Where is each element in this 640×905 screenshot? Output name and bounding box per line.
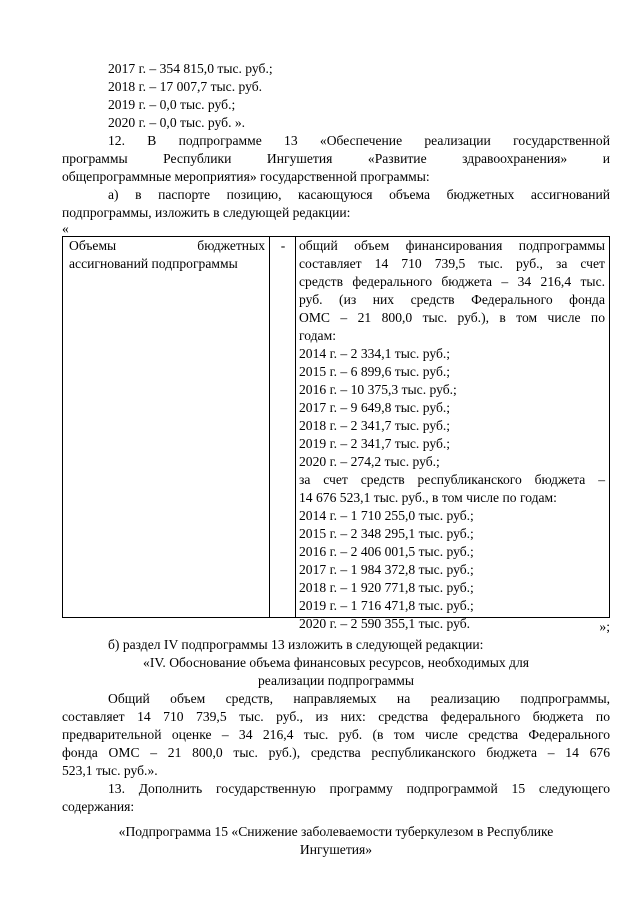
open-quote: « xyxy=(62,221,69,236)
dash-mark: - xyxy=(280,238,286,253)
text-line: 2014 г. – 2 334,1 тыс. руб.; xyxy=(299,346,451,361)
section-heading: реализации подпрограммы xyxy=(257,673,415,688)
subprogram-title-line: «Подпрограмма 15 «Снижение заболеваемости туберкулезом в Республике xyxy=(118,824,554,839)
table-label-cell xyxy=(69,237,265,273)
text-line: годам: xyxy=(299,328,336,343)
text-line: Объемы бюджетных xyxy=(69,238,265,253)
text-line: составляет 14 710 739,5 тыс. руб., из них: средства федерального бюджета по xyxy=(62,709,610,724)
close-quote: »; xyxy=(599,619,610,634)
text-line: фонда ОМС – 21 800,0 тыс. руб.), средства республиканского бюджета – 14 676 xyxy=(62,745,610,760)
text-line: 2020 г. – 0,0 тыс. руб. ». xyxy=(108,115,246,130)
text-line: 523,1 тыс. руб.». xyxy=(62,763,158,778)
text-line: 2020 г. – 274,2 тыс. руб.; xyxy=(299,454,440,469)
text-line: 2019 г. – 2 341,7 тыс. руб.; xyxy=(299,436,451,451)
item-b-paragraph xyxy=(62,636,610,780)
text-line: 2015 г. – 6 899,6 тыс. руб.; xyxy=(299,364,451,379)
text-line: 2019 г. – 0,0 тыс. руб.; xyxy=(108,97,236,112)
text-line: программы Республики Ингушетия «Развитие здравоохранения» и xyxy=(62,151,610,166)
text-line: 2018 г. – 2 341,7 тыс. руб.; xyxy=(299,418,451,433)
text-line: предварительной оценке – 34 216,4 тыс. руб. (в том числе средства Федерального xyxy=(62,727,610,742)
text-line: 13. Дополнить государственную программу подпрограммой 15 следующего xyxy=(108,781,610,796)
text-line: 14 676 523,1 тыс. руб., в том числе по годам: xyxy=(299,490,557,505)
table-divider xyxy=(295,237,296,617)
close-quote-line xyxy=(62,618,610,636)
item-13-paragraph xyxy=(62,780,610,816)
text-line: ассигнований подпрограммы xyxy=(69,256,238,271)
table-dash-cell xyxy=(275,237,291,255)
text-line: подпрограммы, изложить в следующей редакции: xyxy=(62,205,351,220)
text-line: общепрограммные мероприятия» государственной программы: xyxy=(62,169,430,184)
section-heading: «IV. Обоснование объема финансовых ресурсов, необходимых для xyxy=(143,655,529,670)
text-line: 2018 г. – 17 007,7 тыс. руб. xyxy=(108,79,263,94)
item-12-paragraph xyxy=(62,132,610,236)
text-line: 2017 г. – 354 815,0 тыс. руб.; xyxy=(108,61,273,76)
text-line: средств федерального бюджета – 34 216,4 тыс. xyxy=(299,274,605,289)
text-line: 2017 г. – 1 984 372,8 тыс. руб.; xyxy=(299,562,474,577)
text-line: 2018 г. – 1 920 771,8 тыс. руб.; xyxy=(299,580,474,595)
text-line: 2016 г. – 2 406 001,5 тыс. руб.; xyxy=(299,544,474,559)
text-line: 2015 г. – 2 348 295,1 тыс. руб.; xyxy=(299,526,474,541)
text-line: 12. В подпрограмме 13 «Обеспечение реализации государственной xyxy=(108,133,610,148)
text-line: содержания: xyxy=(62,799,135,814)
subprogram-title xyxy=(62,823,610,859)
text-line: 2020 г. – 2 590 355,1 тыс. руб. xyxy=(299,616,471,631)
text-line: составляет 14 710 739,5 тыс. руб., за счет xyxy=(299,256,605,271)
passport-table xyxy=(62,236,610,631)
subprogram-title-line: Ингушетия» xyxy=(299,842,373,857)
text-line: ОМС – 21 800,0 тыс. руб.), в том числе по xyxy=(299,310,605,325)
table-divider xyxy=(269,237,270,617)
table-content-cell xyxy=(299,237,605,633)
top-funding-lines xyxy=(62,60,610,132)
text-line: а) в паспорте позицию, касающуюся объема бюджетных ассигнований xyxy=(108,187,610,202)
text-line: руб. (из них средств Федерального фонда xyxy=(299,292,605,307)
text-line: Общий объем средств, направляемых на реализацию подпрограммы, xyxy=(108,691,610,706)
text-line: за счет средств республиканского бюджета – xyxy=(299,472,605,487)
text-line: 2017 г. – 9 649,8 тыс. руб.; xyxy=(299,400,451,415)
text-line: 2016 г. – 10 375,3 тыс. руб.; xyxy=(299,382,457,397)
text-line: общий объем финансирования подпрограммы xyxy=(299,238,605,253)
text-line: б) раздел IV подпрограммы 13 изложить в следующей редакции: xyxy=(108,637,484,652)
text-line: 2019 г. – 1 716 471,8 тыс. руб.; xyxy=(299,598,474,613)
text-line: 2014 г. – 1 710 255,0 тыс. руб.; xyxy=(299,508,474,523)
